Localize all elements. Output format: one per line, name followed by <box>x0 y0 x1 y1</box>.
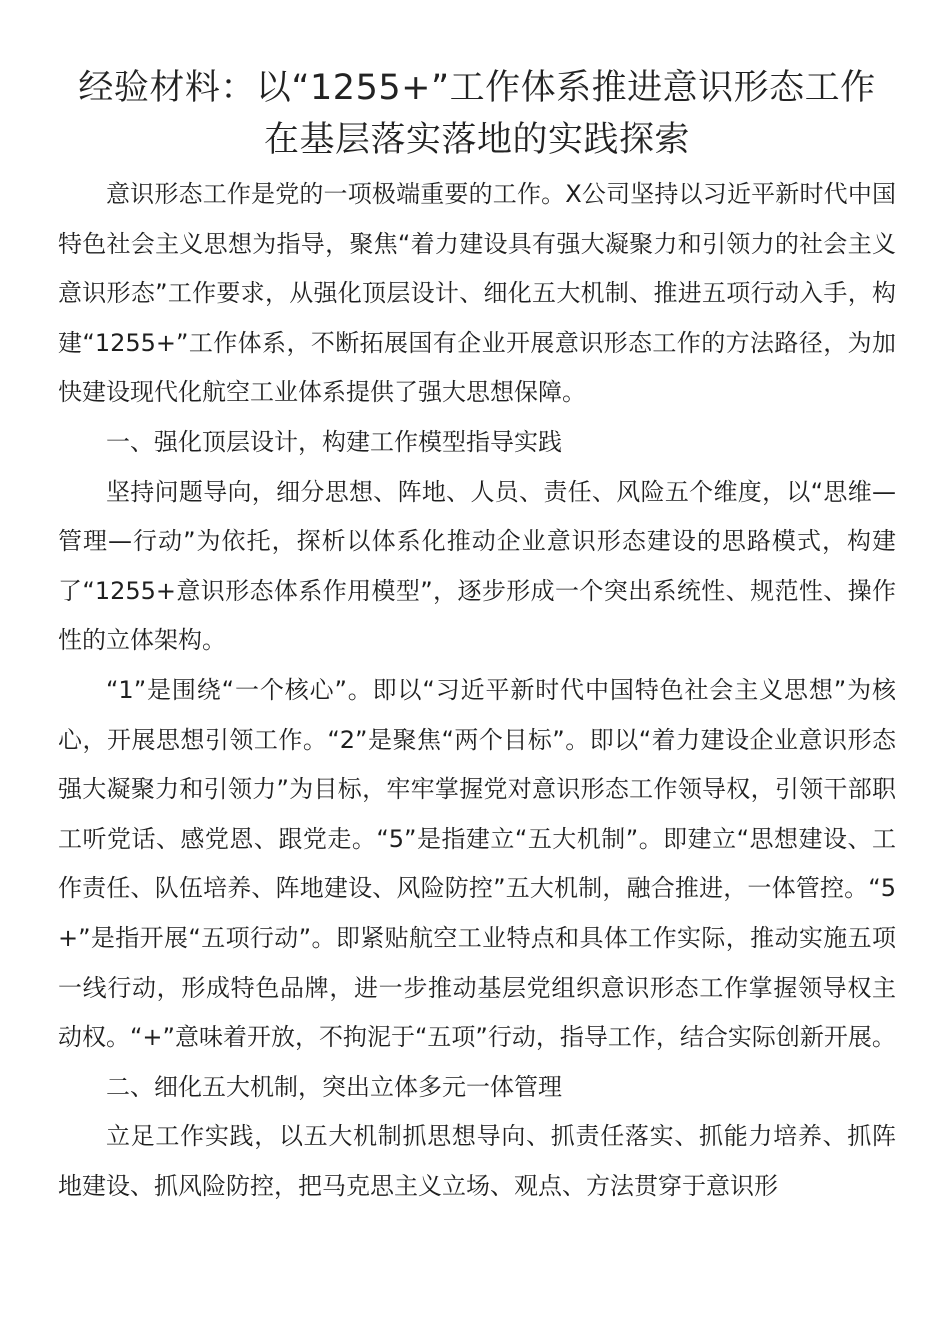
section-2-paragraph-1: 立足工作实践，以五大机制抓思想导向、抓责任落实、抓能力培养、抓阵地建设、抓风险防控，把马克思主义立场、观点、方法贯穿于意识形 <box>58 1122 896 1200</box>
title-line-2: 在基层落实落地的实践探索 <box>263 120 690 160</box>
intro-paragraph: 意识形态工作是党的一项极端重要的工作。X公司坚持以习近平新时代中国特色社会主义思想为指导，聚焦“着力建设具有强大凝聚力和引领力的社会主义意识形态”工作要求，从强化顶层设计、细化五大机制、推进五项行动入手，构建“1255+”工作体系，不断拓展国有企业开展意识形态工作的方法路径，为加快建设现代化航空工业体系提供了强大思想保障。 <box>58 180 896 407</box>
title-line-1: 经验材料：以“1255+”工作体系推进意识形态工作 <box>78 68 876 108</box>
section-1-paragraph-1: 坚持问题导向，细分思想、阵地、人员、责任、风险五个维度，以“思维—管理—行动”为依托，探析以体系化推动企业意识形态建设的思路模式，构建 了“1255+意识形态体系作用模型”，逐步形成一个突出系统性、规范性、操作性的立体架构。 <box>58 477 896 655</box>
document-title <box>58 62 896 166</box>
document-page <box>58 62 896 1211</box>
section-1-heading: 一、强化顶层设计，构建工作模型指导实践 <box>106 427 562 456</box>
document-body <box>58 170 896 1211</box>
section-2-heading: 二、细化五大机制，突出立体多元一体管理 <box>106 1072 562 1101</box>
section-1-paragraph-2: “1”是围绕“一个核心”。即以“习近平新时代中国特色社会主义思想”为核心，开展思想引领工作。“2”是聚焦“两个目标”。即以“着力建设企业意识形态强大凝聚力和引领力”为目标，牢牢掌握党对意识形态工作领导权，引领干部职工听党话、感党恩、跟党走。“5”是指建立“五大机制”。即建立“思想建设、工作责任、队伍培养、阵地建设、风险防控”五大机制，融合推进，一体管控。“5+”是指开展“五项行动”。即紧贴航空工业特点和具体工作实际，推动实施五项一线行动，形成特色品牌，进一步推动基层党组织意识形态工作掌握领导权主动权。“+”意味着开放，不拘泥于“五项”行动，指导工作，结合实际创新开展。 <box>58 675 896 1052</box>
